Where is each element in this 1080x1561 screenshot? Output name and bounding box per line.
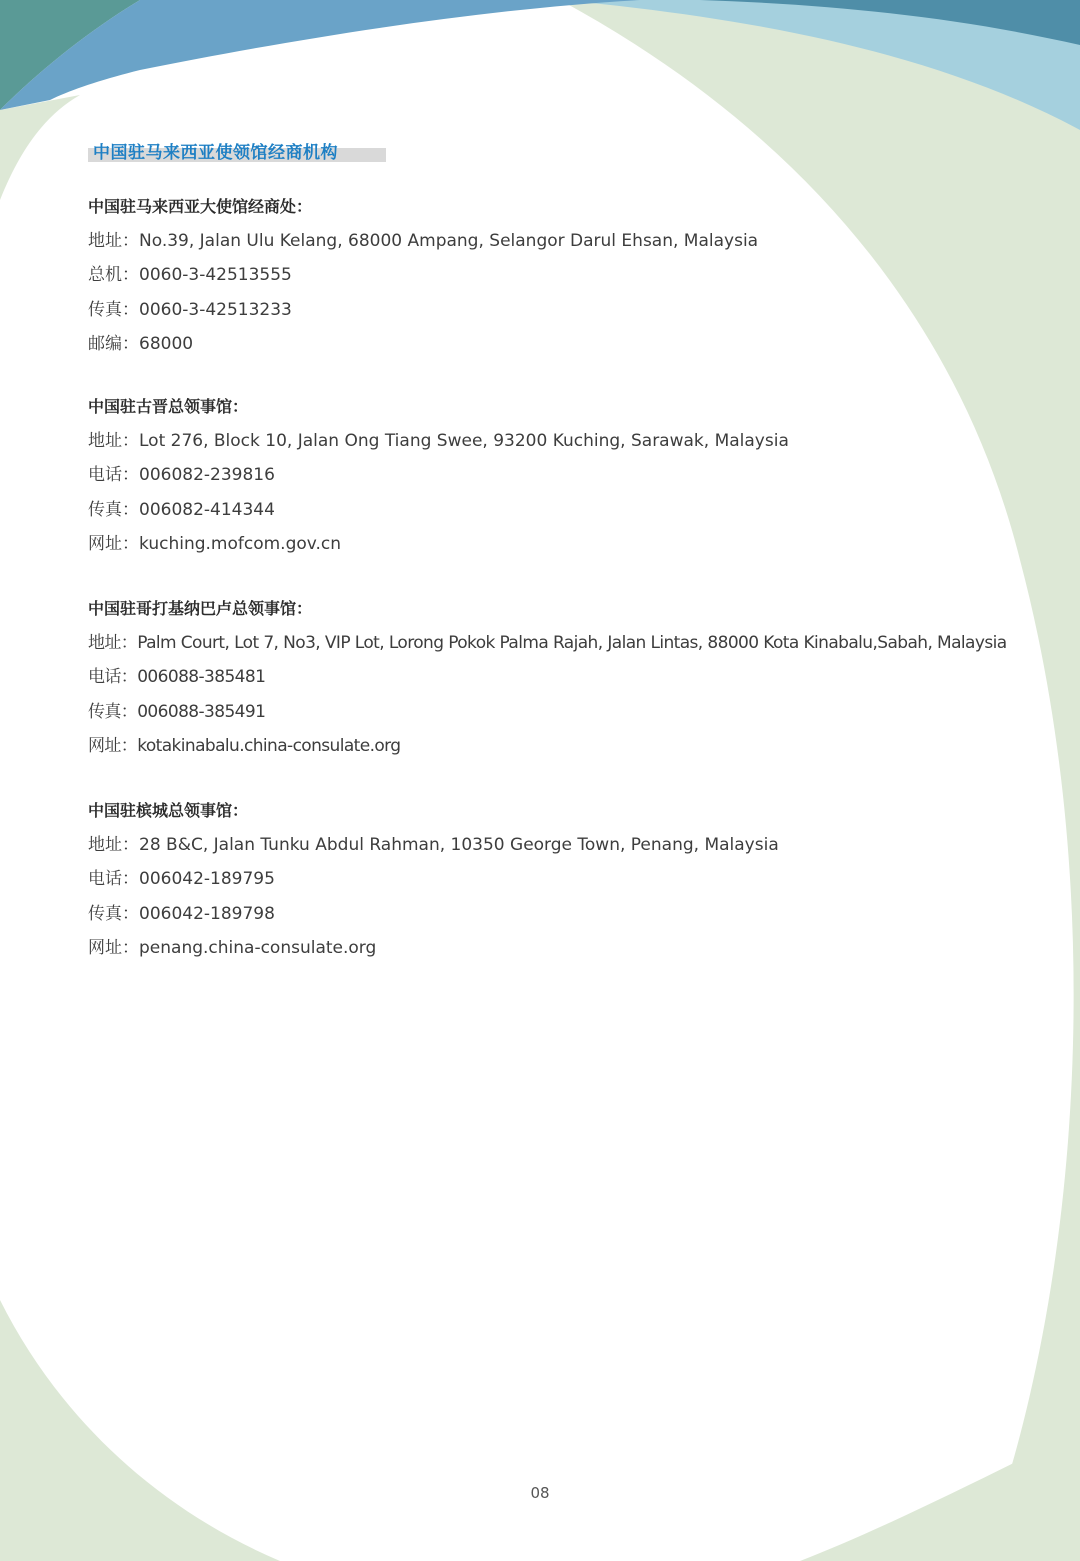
bg-pale-band-bottom-left: [0, 1300, 280, 1561]
website-line: 网址：penang.china-consulate.org: [88, 938, 377, 959]
section-heading: 中国驻马来西亚大使馆经商处：: [88, 197, 313, 216]
fax-line: 传真：0060-3-42513233: [88, 299, 292, 320]
section-kuching: [88, 390, 789, 562]
postcode-line: 邮编：68000: [88, 334, 194, 355]
website-line: 网址：kotakinabalu.china-consulate.org: [88, 736, 401, 757]
page-title-text: 中国驻马来西亚使领馆经商机构: [93, 143, 338, 163]
address-line: 地址：Lot 276, Block 10, Jalan Ong Tiang Swee, 93200 Kuching, Sarawak, Malaysia: [88, 431, 789, 451]
page-number: 08: [530, 1484, 550, 1502]
fax-line: 传真：006042-189798: [88, 903, 275, 924]
phone-line: 电话：006042-189795: [88, 869, 275, 890]
section-heading: 中国驻哥打基纳巴卢总领事馆：: [88, 599, 313, 618]
phone-line: 电话：006082-239816: [88, 465, 275, 486]
section-heading: 中国驻古晋总领事馆：: [88, 397, 249, 416]
section-kota-kinabalu: [88, 592, 1007, 764]
bg-pale-wedge-top-left: [0, 95, 80, 200]
website-line: 网址：kuching.mofcom.gov.cn: [88, 534, 342, 555]
section-embassy: [88, 190, 758, 362]
section-penang: [88, 794, 779, 966]
fax-line: 传真：006088-385491: [88, 701, 266, 722]
section-heading: 中国驻槟城总领事馆：: [88, 801, 249, 820]
phone-line: 电话：006088-385481: [88, 667, 266, 688]
address-line: 地址：Palm Court, Lot 7, No3, VIP Lot, Lorong Pokok Palma Rajah, Jalan Lintas, 88000 Kota Kinabalu,Sabah, Malaysia: [88, 633, 1007, 653]
page-title: [88, 138, 338, 164]
address-line: 地址：No.39, Jalan Ulu Kelang, 68000 Ampang, Selangor Darul Ehsan, Malaysia: [88, 231, 759, 251]
fax-line: 传真：006082-414344: [88, 499, 275, 520]
address-line: 地址：28 B&C, Jalan Tunku Abdul Rahman, 10350 George Town, Penang, Malaysia: [88, 835, 779, 855]
phone-line: 总机：0060-3-42513555: [88, 265, 292, 286]
